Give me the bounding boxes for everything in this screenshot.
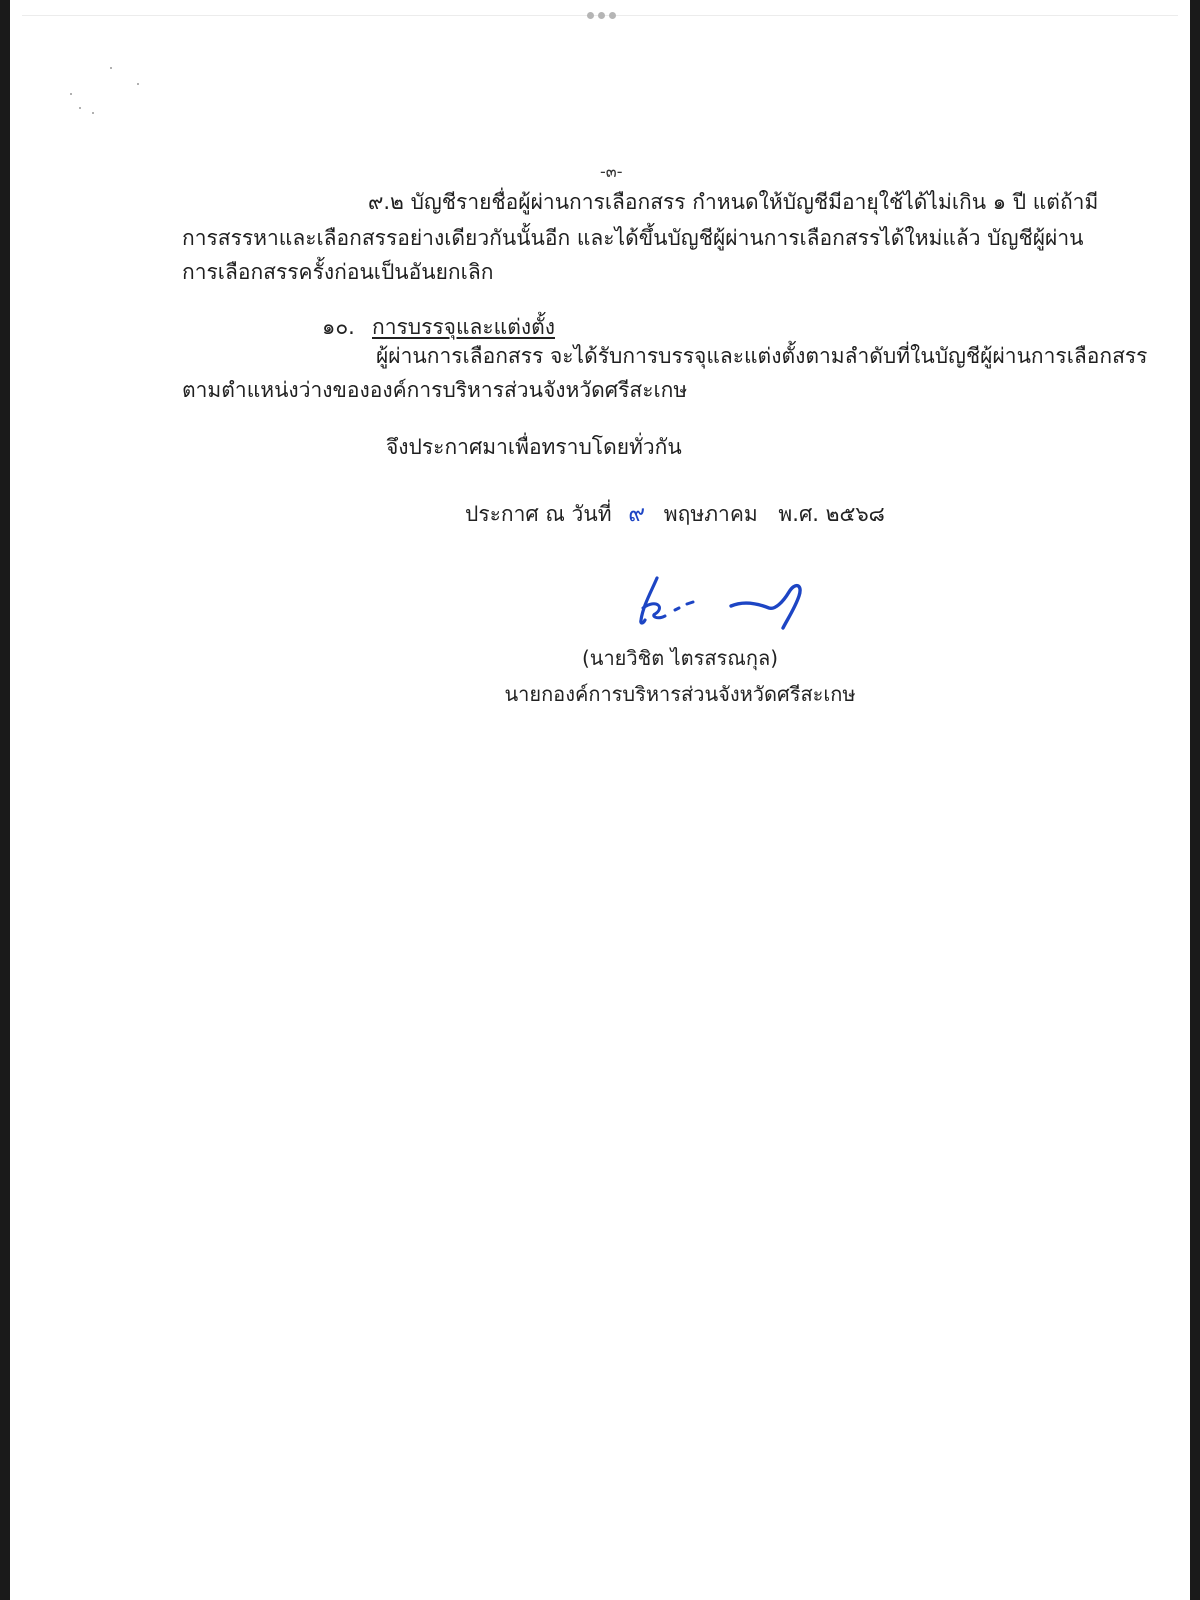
scan-specks [65, 65, 155, 125]
date-year: พ.ศ. ๒๕๖๘ [778, 502, 885, 526]
date-month: พฤษภาคม [663, 502, 758, 526]
announcement-date [465, 500, 885, 528]
clause-9-2-line-3: การเลือกสรรครั้งก่อนเป็นอันยกเลิก [182, 260, 494, 284]
section-10-line-2: ตามตำแหน่งว่างขององค์การบริหารส่วนจังหวัดศรีสะเกษ [182, 378, 688, 402]
document-page [10, 0, 1190, 1600]
section-10-number: ๑๐. [322, 315, 355, 339]
clause-9-2-line-2: การสรรหาและเลือกสรรอย่างเดียวกันนั้นอีก และได้ขึ้นบัญชีผู้ผ่านการเลือกสรรได้ใหม่แล้ว บัญชีผู้ผ่าน [182, 226, 1084, 250]
section-10-line-1: ผู้ผ่านการเลือกสรร จะได้รับการบรรจุและแต่งตั้งตามลำดับที่ในบัญชีผู้ผ่านการเลือกสรร [376, 344, 1148, 368]
signer-name: (นายวิชิต ไตรสรณกุล) [581, 646, 779, 670]
closing-statement: จึงประกาศมาเพื่อทราบโดยทั่วกัน [386, 435, 682, 459]
clause-9-2-line-1: ๙.๒ บัญชีรายชื่อผู้ผ่านการเลือกสรร กำหนดให้บัญชีมีอายุใช้ได้ไม่เกิน ๑ ปี แต่ถ้ามี [368, 190, 1099, 214]
page-number: -๓- [600, 162, 623, 181]
signer-title: นายกองค์การบริหารส่วนจังหวัดศรีสะเกษ [504, 682, 856, 706]
more-dots-icon[interactable] [583, 8, 619, 22]
date-prefix: ประกาศ ณ วันที่ [465, 502, 612, 526]
section-10-title: การบรรจุและแต่งตั้ง [372, 315, 555, 339]
date-day: ๙ [628, 501, 646, 527]
signature-image [635, 570, 815, 640]
